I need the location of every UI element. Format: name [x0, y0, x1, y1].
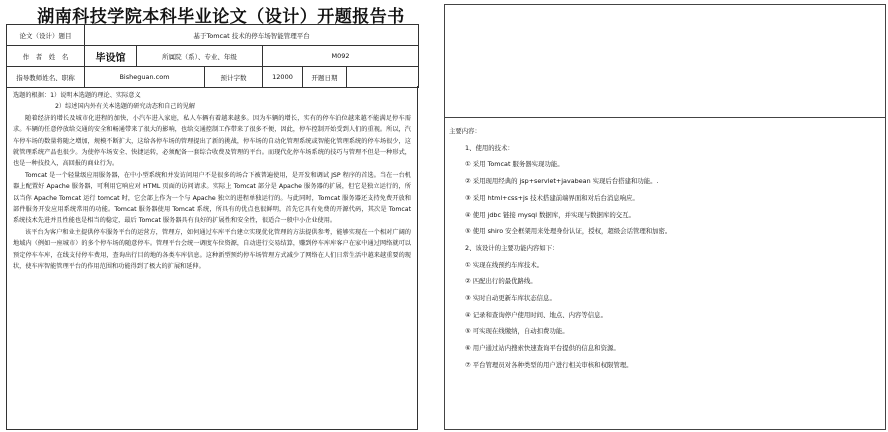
list-item: 2、该设计的主要功能内容如下：: [465, 243, 559, 252]
left-page: [0, 0, 442, 432]
list-item: ⑦ 平台管理员对各种类型的用户进行相关审核和权限管理。: [465, 360, 633, 369]
list-item: ④ 记录和查询停户使用时间、地点、内容等信息。: [465, 310, 607, 319]
list-item: ③ 实时自动更新车库状态信息。: [465, 294, 556, 303]
paragraph: Tomcat 是一个轻量级应用服务器，在中小型系统和并发访问用户不是很多的场合下被普遍使用，是开发和调试 JSP 程序的首选。当在一台机器上配置好 Apache 服务器，可利用它响应对 HTML 页面的访问请求。实际上 Tomcat 部分是 Apache 服务器的扩展，但它是独立运行的，所以当你 Apache Tomcat 运行 tomcat 时，它会部上作为一个与 Apache 独立的进程单独运行的。与此同时，Tomcat 服务器还支持免费开放和部件服务开发应用系统常用的功能。Tomcat 服务器使用 Tomcat 系统，所具有的优点也很鲜明，首先它具有免费的开源代码，其次是 Tomcat 系统技术先进并且性能也是相当的稳定，最后 Tomcat 服务器具有良好的扩展性和安全性，很适合一般中小企业使用。: [13, 171, 411, 225]
table-row-advisor: [7, 67, 419, 88]
department-label: 所属院（系）、专业、年级: [137, 46, 263, 67]
paragraph: 2）综述国内外有关本选题的研究动态和自己的见解: [55, 103, 196, 111]
author-name-label: 作 者 姓 名: [7, 46, 85, 67]
author-name-value: 毕设馆: [85, 46, 137, 67]
proposal-date-label: 开题日期: [303, 67, 347, 88]
list-item: 1、使用的技术：: [465, 143, 514, 152]
list-item: ⑤ 可实现在线缴纳，自动扣费功能。: [465, 327, 569, 336]
department-value: M092: [263, 46, 419, 67]
list-item: ③ 采用 html+css+js 技术搭建前端界面和对后台消息响应。: [465, 193, 639, 202]
proposal-date-value: [347, 67, 419, 88]
list-item: ② 采用现用经典的 jsp+servlet+javabean 实现后台搭建和功能。.: [465, 177, 659, 186]
main-content: [449, 123, 879, 374]
list-item: ⑤ 使用 shiro 安全框架用来处理身份认证，授权，超级会话管理和加密。: [465, 227, 672, 236]
word-count-label: 预计字数: [205, 67, 263, 88]
list-item: ⑥ 用户通过站内搜索快速查询平台提供的信息和资源。: [465, 344, 620, 353]
content-heading: 主要内容：: [449, 127, 481, 135]
blank-section: [445, 5, 885, 118]
list-item: ① 实现在线预约车库技术。: [465, 260, 544, 269]
proposal-body: [6, 86, 418, 430]
table-row-title: [7, 25, 419, 46]
list-item: ① 采用 Tomcat 服务器实现功能。: [465, 160, 564, 169]
thesis-title-value: 基于Tomcat 技术的停车场智能管理平台: [85, 25, 419, 46]
document-title: 湖南科技学院本科毕业论文（设计）开题报告书: [37, 7, 405, 27]
info-table: [6, 24, 419, 88]
paragraph: 该平台为客户和业主提供停车服务平台的运营方，管理方，如何通过车库平台建立实现优化管理的方法提供参考，能够实现在一个相对广阔的地域内（例如一座城市）的多个停车场的随意停车。管理平台会统一调度车位资源，自动进行交易结算，赚到停车库库客户在家中通过网络就可以预定停车车库，在线支付停车费用，查询出行目的地的各类车库信息。这种新型预约停车场管理方式减少了网络在人们日常生活中越来越重要的现状，使车库智能管理平台的作用范围和功能得到了极大的扩展和延伸。: [13, 228, 411, 271]
word-count-value: 12000: [263, 67, 303, 88]
paragraph: 选题的根据：1）说明本选题的理论、实际意义: [13, 92, 141, 99]
right-page: [444, 4, 886, 430]
paragraph: 随着经济的增长及城市化进程的加快，小汽车进入家庭，私人车辆有着越来越多。因为车辆的增长，实有的停车泊位越来越不能满足停车需求。车辆的任意停放给交通的安全和畅通带来了很大的影响，也给交通控制工作带来了很多不便，因此，停车控制开始受到人们的重视。所以，汽车停车场的数量将随之增加，规模不断扩大，这给各停车场的管理提出了新的挑战，停车场的自动化管理系统或智能化管理系统的停车场很少，这就管理系统产品也很少。为使停车场安全、快捷运转，必须配备一套综合收费及管理的平台。而现代化停车场系统的技巧与管理不但是一种形式，也是一种技投入，高回报的商业行为。: [13, 114, 411, 168]
advisor-value: Bisheguan.com: [85, 67, 205, 88]
list-item: ④ 使用 jdbc 链接 mysql 数据库，并实现与数据库的交互。: [465, 210, 635, 219]
advisor-label: 指导教师姓名、职称: [7, 67, 85, 88]
table-row-author: [7, 46, 419, 67]
list-item: ② 匹配出行的最优路线。: [465, 277, 537, 286]
thesis-title-label: 论文（设计）题目: [7, 25, 85, 46]
